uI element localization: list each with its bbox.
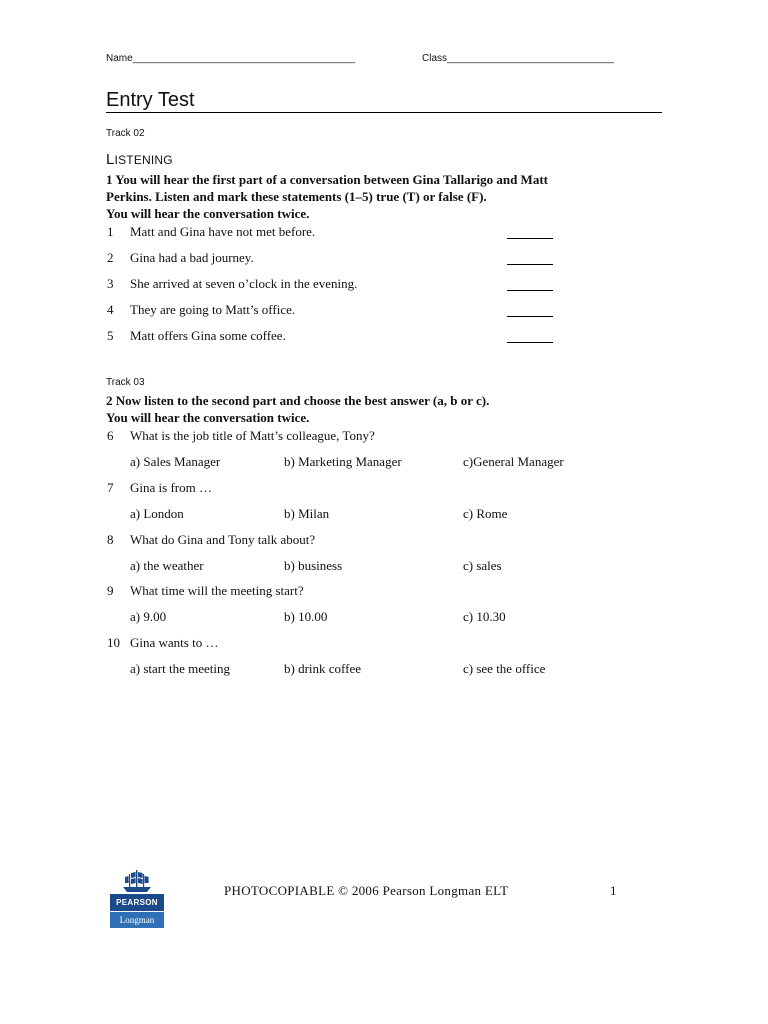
logo-pearson-band: PEARSON bbox=[110, 894, 164, 911]
option-a[interactable]: a) London bbox=[130, 506, 184, 521]
option-a[interactable]: a) start the meeting bbox=[130, 661, 230, 676]
track-02-label: Track 02 bbox=[106, 128, 145, 139]
part2-instruction-line1: 2 Now listen to the second part and choose the best answer (a, b or c). bbox=[106, 393, 490, 408]
part2-instruction-line2: You will hear the conversation twice. bbox=[106, 410, 310, 425]
option-a[interactable]: a) the weather bbox=[130, 558, 204, 573]
question-text: Gina wants to … bbox=[130, 635, 219, 650]
statement-num: 5 bbox=[107, 328, 114, 343]
name-field bbox=[106, 53, 355, 64]
question-num: 7 bbox=[107, 480, 114, 495]
option-c[interactable]: c)General Manager bbox=[463, 454, 564, 469]
name-label: Name bbox=[106, 53, 133, 64]
pearson-longman-logo bbox=[110, 868, 164, 928]
option-a[interactable]: a) 9.00 bbox=[130, 609, 167, 624]
section-heading-listening: LISTENING bbox=[106, 151, 173, 168]
name-line: ________________________________________ bbox=[132, 53, 356, 64]
logo-longman-band: Longman bbox=[110, 912, 164, 928]
question-num: 9 bbox=[107, 583, 114, 598]
answer-blank[interactable] bbox=[507, 330, 553, 348]
question-text: What is the job title of Matt’s colleague, Tony? bbox=[130, 428, 375, 443]
answer-blank[interactable] bbox=[507, 226, 553, 244]
option-a[interactable]: a) Sales Manager bbox=[130, 454, 221, 469]
question-text: What time will the meeting start? bbox=[130, 583, 304, 598]
option-b[interactable]: b) 10.00 bbox=[284, 609, 328, 624]
question-text: What do Gina and Tony talk about? bbox=[130, 532, 316, 547]
option-c[interactable]: c) see the office bbox=[463, 661, 546, 676]
statement-num: 3 bbox=[107, 276, 114, 291]
question-num: 6 bbox=[107, 428, 114, 443]
answer-blank[interactable] bbox=[507, 278, 553, 296]
part1-instruction-line1: 1 You will hear the first part of a conversation between Gina Tallarigo and Matt bbox=[106, 172, 548, 187]
statement-num: 1 bbox=[107, 224, 114, 239]
statement-text: Matt and Gina have not met before. bbox=[130, 224, 316, 239]
option-b[interactable]: b) Marketing Manager bbox=[284, 454, 402, 469]
class-field bbox=[422, 53, 614, 64]
part1-instruction-line3: You will hear the conversation twice. bbox=[106, 206, 310, 221]
statement-text: Gina had a bad journey. bbox=[130, 250, 254, 265]
statement-text: They are going to Matt’s office. bbox=[130, 302, 296, 317]
statement-num: 4 bbox=[107, 302, 114, 317]
option-b[interactable]: b) Milan bbox=[284, 506, 330, 521]
part1-instruction-line2: Perkins. Listen and mark these statements (1–5) true (T) or false (F). bbox=[106, 189, 487, 204]
page-title: Entry Test bbox=[106, 89, 195, 111]
statement-text: Matt offers Gina some coffee. bbox=[130, 328, 286, 343]
question-num: 10 bbox=[107, 635, 120, 650]
statement-num: 2 bbox=[107, 250, 114, 265]
question-text: Gina is from … bbox=[130, 480, 212, 495]
page-number: 1 bbox=[610, 883, 617, 898]
answer-blank[interactable] bbox=[507, 304, 553, 322]
class-label: Class bbox=[422, 53, 448, 64]
ship-icon bbox=[110, 868, 164, 894]
option-b[interactable]: b) business bbox=[284, 558, 343, 573]
answer-blank[interactable] bbox=[507, 252, 553, 270]
statement-text: She arrived at seven o’clock in the evening. bbox=[130, 276, 358, 291]
title-rule bbox=[106, 112, 662, 113]
question-num: 8 bbox=[107, 532, 114, 547]
option-c[interactable]: c) sales bbox=[463, 558, 502, 573]
option-b[interactable]: b) drink coffee bbox=[284, 661, 362, 676]
track-03-label: Track 03 bbox=[106, 377, 145, 388]
copyright-notice: PHOTOCOPIABLE © 2006 Pearson Longman ELT bbox=[224, 883, 509, 898]
class-line: ______________________________ bbox=[447, 53, 614, 64]
option-c[interactable]: c) Rome bbox=[463, 506, 508, 521]
option-c[interactable]: c) 10.30 bbox=[463, 609, 506, 624]
